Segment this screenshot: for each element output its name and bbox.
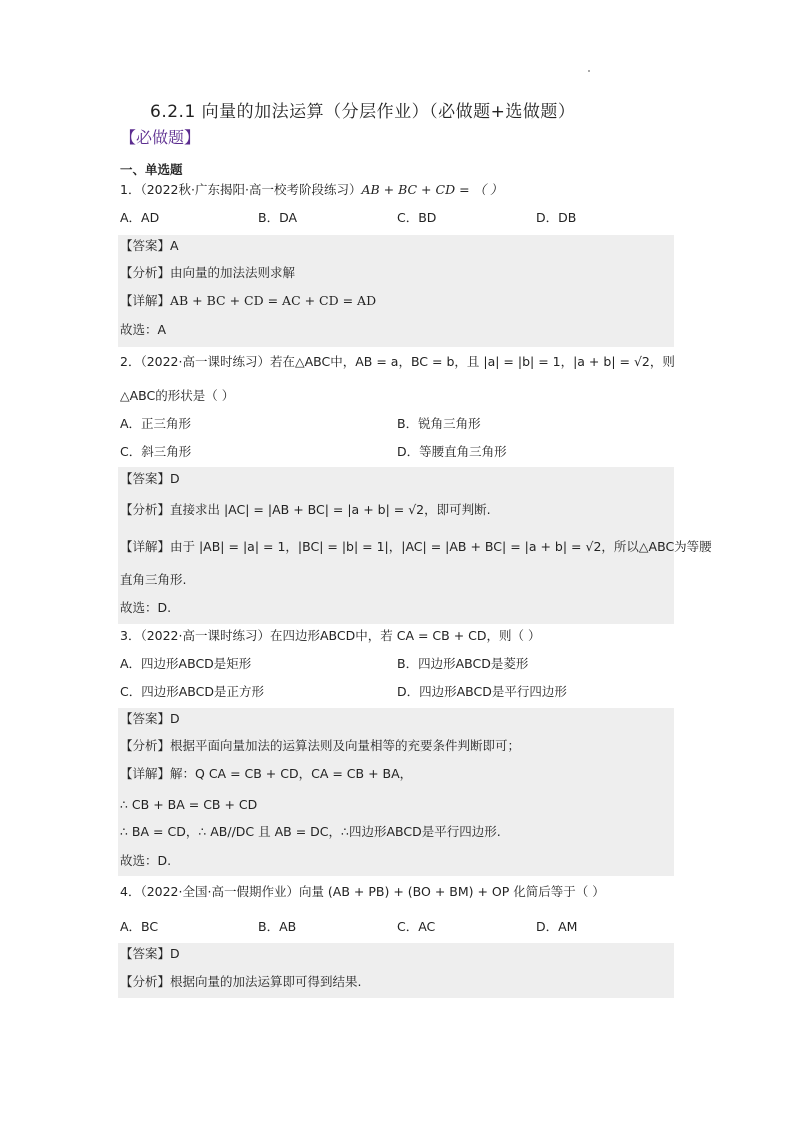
q3-option-c: C．四边形ABCD是正方形 bbox=[120, 684, 264, 699]
q3-option-d: D．四边形ABCD是平行四边形 bbox=[397, 684, 567, 699]
q4-answer: 【答案】D bbox=[120, 946, 180, 961]
page-speck bbox=[588, 70, 590, 72]
q2-conclusion: 故选：D. bbox=[120, 600, 172, 615]
page-title: 6.2.1 向量的加法运算（分层作业）（必做题+选做题） bbox=[150, 102, 576, 122]
q1-solution-block bbox=[118, 235, 674, 347]
q2-option-a: A．正三角形 bbox=[120, 416, 192, 431]
q3-option-b: B．四边形ABCD是菱形 bbox=[397, 656, 529, 671]
q1-option-b: B．DA bbox=[258, 210, 298, 225]
q3-answer: 【答案】D bbox=[120, 711, 180, 726]
q2-detail-line2: 直角三角形. bbox=[120, 572, 187, 587]
q3-option-a: A．四边形ABCD是矩形 bbox=[120, 656, 252, 671]
q3-detail-line3: ∴ BA = CD，∴ AB//DC 且 AB = DC，∴四边形ABCD是平行四边形. bbox=[120, 824, 501, 839]
q1-option-c: C．BD bbox=[397, 210, 437, 225]
part-heading: 一、单选题 bbox=[120, 162, 183, 177]
q1-conclusion: 故选：A bbox=[120, 322, 167, 337]
q3-analysis: 【分析】根据平面向量加法的运算法则及向量相等的充要条件判断即可； bbox=[120, 738, 521, 753]
q1-stem-text: 1．（2022秋·广东揭阳·高一校考阶段练习） bbox=[120, 182, 362, 197]
q3-detail-line2: ∴ CB + BA = CB + CD bbox=[120, 797, 258, 812]
q1-analysis: 【分析】由向量的加法法则求解 bbox=[120, 265, 296, 280]
q3-stem: 3．（2022·高一课时练习）在四边形ABCD中，若 CA = CB + CD，则（ ） bbox=[120, 628, 541, 643]
q2-option-b: B．锐角三角形 bbox=[397, 416, 481, 431]
q2-analysis: 【分析】直接求出 |AC| = |AB + BC| = |a + b| = √2，即可判断. bbox=[120, 502, 491, 517]
q4-option-a: A．BC bbox=[120, 919, 159, 934]
q4-stem: 4．（2022·全国·高一假期作业）向量 (AB + PB) + (BO + BM) + OP 化简后等于（ ） bbox=[120, 884, 605, 899]
q2-detail-line1: 【详解】由于 |AB| = |a| = 1，|BC| = |b| = 1|，|AC| = |AB + BC| = |a + b| = √2，所以△ABC为等腰 bbox=[120, 539, 712, 554]
section-label: 【必做题】 bbox=[120, 128, 201, 147]
q4-option-d: D．AM bbox=[536, 919, 578, 934]
q1-stem bbox=[120, 182, 503, 198]
q1-detail: 【详解】AB + BC + CD = AC + CD = AD bbox=[120, 293, 377, 308]
q1-expression: AB + BC + CD = （ ） bbox=[361, 182, 503, 197]
q1-option-d: D．DB bbox=[536, 210, 577, 225]
q3-detail-line1: 【详解】解：Q CA = CB + CD，CA = CB + BA， bbox=[120, 766, 413, 781]
q2-stem-line1: 2．（2022·高一课时练习）若在△ABC中，AB = a，BC = b，且 |a| = |b| = 1，|a + b| = √2，则 bbox=[120, 354, 675, 369]
q2-stem-line2: △ABC的形状是（ ） bbox=[120, 388, 235, 403]
q2-option-d: D．等腰直角三角形 bbox=[397, 444, 507, 459]
q2-answer: 【答案】D bbox=[120, 471, 180, 486]
q2-option-c: C．斜三角形 bbox=[120, 444, 192, 459]
q4-option-c: C．AC bbox=[397, 919, 436, 934]
q4-option-b: B．AB bbox=[258, 919, 297, 934]
q1-option-a: A．AD bbox=[120, 210, 160, 225]
q4-analysis: 【分析】根据向量的加法运算即可得到结果. bbox=[120, 974, 362, 989]
q3-conclusion: 故选：D. bbox=[120, 853, 172, 868]
q1-answer: 【答案】A bbox=[120, 238, 179, 253]
q3-solution-block bbox=[118, 708, 674, 876]
